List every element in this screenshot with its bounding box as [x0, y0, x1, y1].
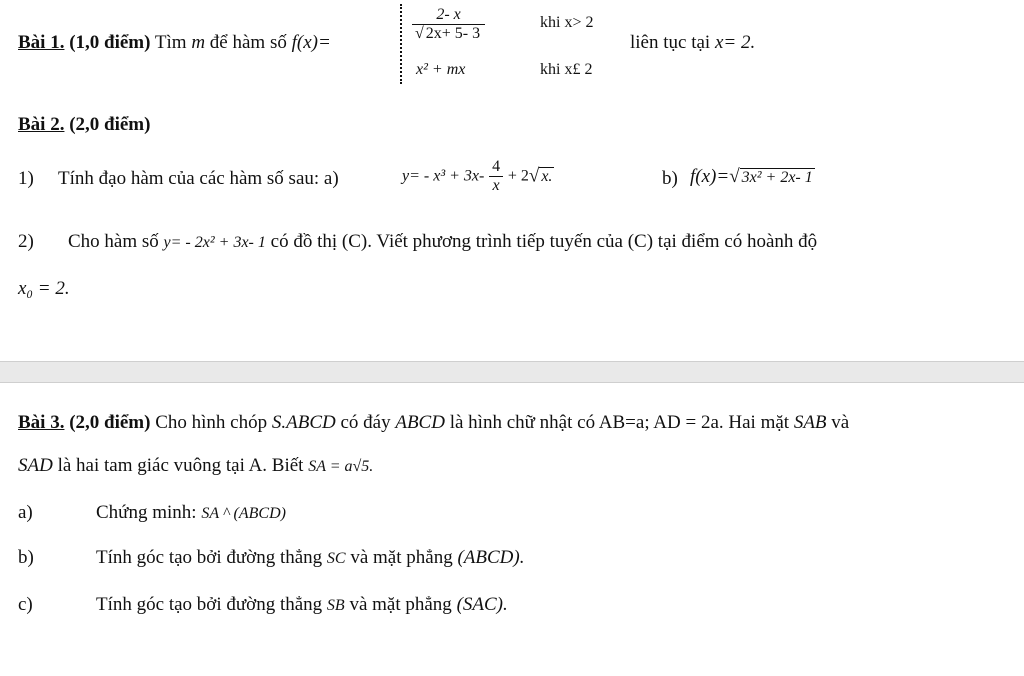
bai3-c-plane: (SAC). [456, 594, 508, 615]
bai3-points: (2,0 điểm) [69, 412, 151, 433]
bai1-heading: Bài 1. [18, 32, 65, 53]
bai2-q1b-left: f(x)= [690, 166, 730, 187]
bai3-line1-e: là hình chữ nhật có AB=a; AD = 2a. Hai mặt [449, 412, 790, 433]
bai3-line2-c: SA = a√5. [308, 458, 374, 475]
bai3-c-var: SB [326, 597, 345, 614]
bai3-c-text: Tính góc tạo bởi đường thẳng [96, 594, 323, 615]
bai3-line1-g: và [831, 412, 850, 433]
bai3-line1 [18, 412, 849, 434]
bai1-text2: để hàm số [209, 32, 287, 53]
bai2-q1-label: 1) [18, 168, 34, 189]
bai2-q1a-expr [402, 158, 554, 195]
bai2-q1a-frac-num: 4 [489, 158, 503, 177]
bai3-c-text2: và mặt phẳng [349, 594, 452, 615]
bai1-case1-den: 2x+ 5- 3 [425, 25, 481, 42]
bai1-tail-text: liên tục tại [630, 32, 711, 53]
bai3-line2-b: là hai tam giác vuông tại A. Biết [57, 455, 304, 476]
page-break [0, 361, 1024, 383]
bai2-q2-label: 2) [18, 231, 34, 252]
bai1-case2-cond: khi x£ 2 [540, 61, 593, 78]
sqrt-icon: √ [528, 165, 540, 187]
bai3-line1-b: S.ABCD [271, 412, 336, 433]
bai1-tail [630, 32, 755, 54]
bai3-c-line [96, 594, 508, 616]
bai3-a-line [96, 502, 286, 524]
piecewise-brace [400, 4, 406, 84]
bai2-points: (2,0 điểm) [69, 114, 151, 135]
sqrt-icon: √ [729, 166, 740, 187]
bai2-q2-line [68, 231, 817, 253]
bai1-case2-expr: x² + mx [416, 61, 466, 78]
bai1-line [18, 32, 331, 54]
bai3-line1-c: có đáy [340, 412, 391, 433]
bai3-line1-d: ABCD [395, 412, 445, 433]
bai2-q2-expr: y= - 2x² + 3x- 1 [163, 234, 266, 251]
bai2-heading: Bài 2. [18, 114, 65, 135]
bai3-a-expr: SA ^ (ABCD) [201, 505, 286, 522]
bai2-q1a-left: y= - x³ + 3x- [402, 167, 485, 185]
bai3-b-plane: (ABCD). [457, 547, 525, 568]
bai2-q2-x0: x₀ = 2. [18, 278, 70, 299]
bai3-b-var: SC [326, 550, 346, 567]
bai3-a-label: a) [18, 502, 33, 523]
bai2-q1b-label: b) [662, 168, 678, 189]
bai2-q1a-right: + 2 [507, 167, 529, 185]
bai1-tail-x: x= 2. [714, 32, 756, 53]
sqrt-icon: √ [415, 25, 424, 42]
bai1-var-m: m [191, 32, 206, 53]
bai3-b-text: Tính góc tạo bởi đường thẳng [96, 547, 323, 568]
bai3-b-line [96, 547, 524, 569]
bai1-case1-cond: khi x> 2 [540, 14, 594, 31]
bai3-line2-a: SAD [18, 455, 53, 476]
bai3-line2 [18, 455, 373, 477]
bai1-case1-num: 2- x [412, 6, 485, 25]
bai2-q1b-sqrt: 3x² + 2x- 1 [741, 169, 813, 186]
bai2-q1a-frac-den: x [492, 177, 500, 194]
bai2-q1a-sqrt: x. [541, 167, 553, 185]
bai2-q2-text-b: có đồ thị (C). Viết phương trình tiếp tuyến của (C) tại điểm có hoành độ [270, 231, 818, 252]
bai1-points: (1,0 điểm) [69, 32, 151, 53]
bai2-q1b-expr [690, 166, 815, 188]
bai2-q1-text: Tính đạo hàm của các hàm số sau: a) [58, 168, 339, 189]
bai2-q2-text-a: Cho hàm số [68, 231, 159, 252]
bai1-text: Tìm [154, 32, 187, 53]
bai1-fx: f(x)= [291, 32, 331, 53]
bai3-c-label: c) [18, 594, 33, 615]
bai3-line1-a: Cho hình chóp [155, 412, 268, 433]
bai1-case1-fraction [412, 6, 485, 43]
bai3-b-label: b) [18, 547, 34, 568]
bai3-b-text2: và mặt phẳng [350, 547, 453, 568]
bai3-heading: Bài 3. [18, 412, 65, 433]
bai3-a-text: Chứng minh: [96, 502, 197, 523]
bai3-line1-f: SAB [793, 412, 827, 433]
bai2-heading-line [18, 114, 150, 136]
